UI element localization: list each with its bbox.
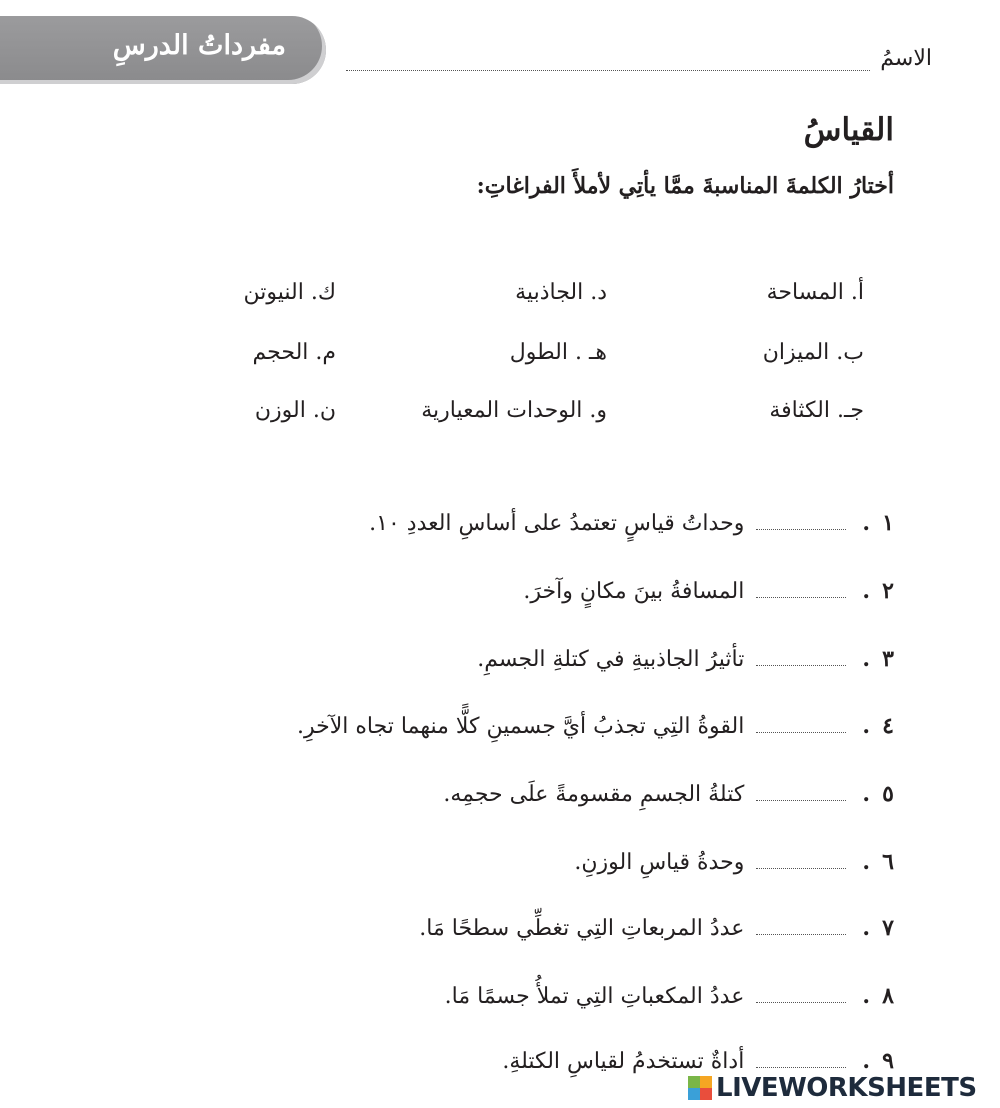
liveworksheets-logo-icon: [688, 1076, 712, 1100]
question-text: عددُ المكعباتِ التِي تملأُ جسمًا مَا.: [444, 984, 745, 1009]
question-text: كتلةُ الجسمِ مقسومةً علَى حجمِه.: [443, 782, 745, 807]
question-number: ١: [882, 510, 894, 536]
option-m: م. الحجم: [252, 340, 336, 365]
question-number: ٧: [882, 915, 894, 941]
liveworksheets-text: LIVEWORKSHEETS: [716, 1073, 977, 1103]
question-text: وحداتُ قياسٍ تعتمدُ على أساسِ العددِ ١٠.: [369, 511, 745, 536]
answer-blank[interactable]: [756, 868, 846, 869]
option-j: جـ. الكثافة: [769, 398, 864, 423]
question-7: ٧.عددُ المربعاتِ التِي تغطِّي سطحًا مَا.: [419, 915, 894, 941]
question-9: ٩.أداةٌ تستخدمُ لقياسِ الكتلةِ.: [502, 1048, 894, 1074]
question-6: ٦.وحدةُ قياسِ الوزنِ.: [574, 849, 894, 875]
option-d: د. الجاذبية: [515, 280, 607, 305]
question-5: ٥.كتلةُ الجسمِ مقسومةً علَى حجمِه.: [443, 781, 894, 807]
answer-blank[interactable]: [756, 800, 846, 801]
question-number: ٩: [882, 1048, 894, 1074]
tab-label: مفرداتُ الدرسِ: [112, 30, 286, 61]
question-number: ٦: [882, 849, 894, 875]
name-label: الاسمُ: [880, 46, 932, 71]
answer-blank[interactable]: [756, 665, 846, 666]
question-number: ٨: [882, 983, 894, 1009]
question-4: ٤.القوةُ التِي تجذبُ أيَّ جسمينِ كلًّا منهما تجاه الآخرِ.: [296, 713, 894, 739]
question-number: ٤: [882, 713, 894, 739]
answer-blank[interactable]: [756, 1002, 846, 1003]
option-w: و. الوحدات المعيارية: [421, 398, 607, 423]
question-number: ٣: [882, 646, 894, 672]
answer-blank[interactable]: [756, 529, 846, 530]
name-field-line[interactable]: [346, 70, 870, 71]
option-k: ك. النيوتن: [243, 280, 336, 305]
question-8: ٨.عددُ المكعباتِ التِي تملأُ جسمًا مَا.: [444, 983, 894, 1009]
question-text: عددُ المربعاتِ التِي تغطِّي سطحًا مَا.: [419, 916, 745, 941]
logo-square: [688, 1076, 700, 1088]
logo-square: [688, 1088, 700, 1100]
page-title: القياسُ: [803, 112, 894, 148]
question-text: أداةٌ تستخدمُ لقياسِ الكتلةِ.: [502, 1049, 745, 1074]
question-1: ١.وحداتُ قياسٍ تعتمدُ على أساسِ العددِ ١٠.: [369, 510, 894, 536]
question-2: ٢.المسافةُ بينَ مكانٍ وآخرَ.: [523, 578, 894, 604]
question-text: وحدةُ قياسِ الوزنِ.: [574, 850, 745, 875]
lesson-vocabulary-tab: [0, 16, 326, 84]
option-n: ن. الوزن: [254, 398, 336, 423]
question-number: ٢: [882, 578, 894, 604]
answer-blank[interactable]: [756, 1067, 846, 1068]
option-h: هـ . الطول: [509, 340, 607, 365]
answer-blank[interactable]: [756, 934, 846, 935]
liveworksheets-watermark: [688, 1071, 977, 1105]
question-text: القوةُ التِي تجذبُ أيَّ جسمينِ كلًّا منهما تجاه الآخرِ.: [296, 714, 745, 739]
question-text: المسافةُ بينَ مكانٍ وآخرَ.: [523, 579, 745, 604]
logo-square: [700, 1076, 712, 1088]
logo-square: [700, 1088, 712, 1100]
question-number: ٥: [882, 781, 894, 807]
option-b: ب. الميزان: [762, 340, 864, 365]
question-3: ٣.تأثيرُ الجاذبيةِ في كتلةِ الجسمِ.: [477, 646, 894, 672]
question-text: تأثيرُ الجاذبيةِ في كتلةِ الجسمِ.: [477, 647, 745, 672]
answer-blank[interactable]: [756, 597, 846, 598]
instruction: أختارُ الكلمةَ المناسبةَ ممَّا يأتِي لأملأَ الفراغاتِ:: [476, 173, 894, 199]
answer-blank[interactable]: [756, 732, 846, 733]
option-a: أ. المساحة: [766, 280, 864, 305]
